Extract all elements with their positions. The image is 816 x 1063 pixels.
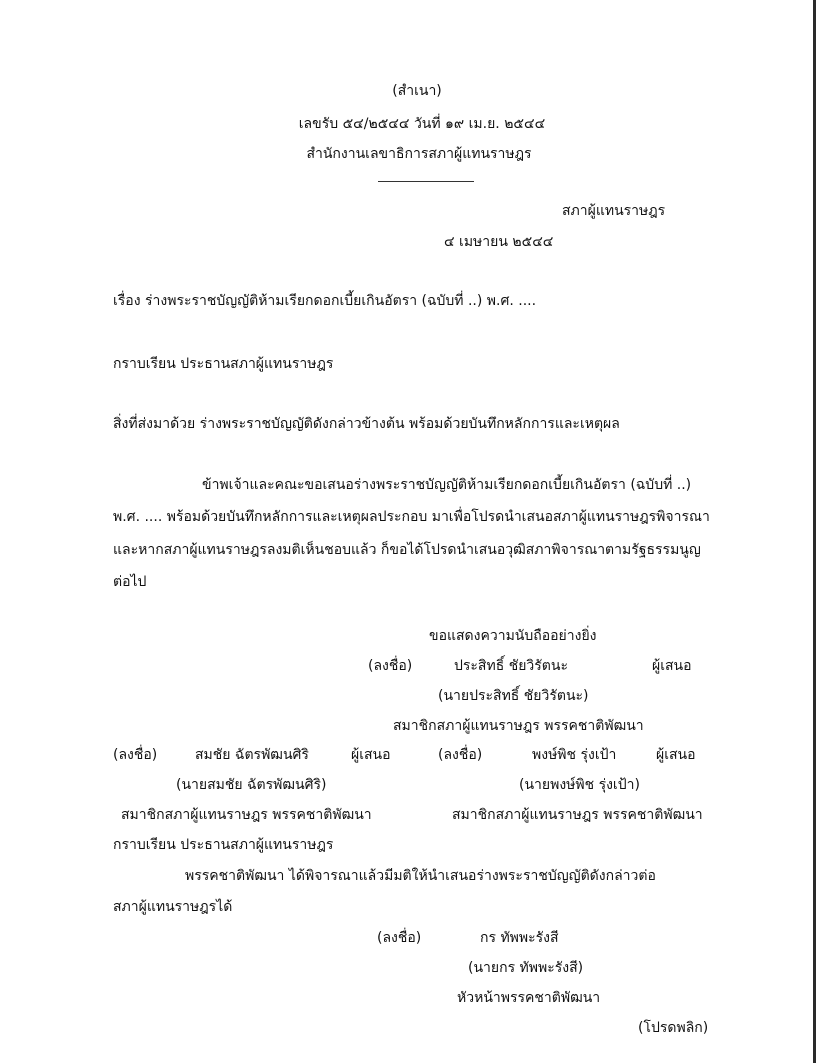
body-line-3: และหากสภาผู้แทนราษฎรลงมติเห็นชอบแล้ว ก็ขอได้โปรดนำเสนอวุฒิสภาพิจารณาตามรัฐธรรมนูญ	[113, 542, 701, 558]
copy-label: (สำเนา)	[392, 83, 442, 99]
left-sign-label: (ลงชื่อ)	[113, 747, 158, 763]
body-line-2: พ.ศ. .... พร้อมด้วยบันทึกหลักการและเหตุผลประกอบ มาเพื่อโปรดนำเสนอสภาผู้แทนราษฎรพิจารณา	[113, 509, 710, 525]
right-sign-label: (ลงชื่อ)	[438, 747, 483, 763]
letter-date: ๔ เมษายน ๒๕๔๔	[444, 234, 554, 250]
main-signature-name: ประสิทธิ์ ชัยวิรัตนะ	[454, 658, 568, 674]
left-full-name: (นายสมชัย ฉัตรพัฒนศิริ)	[176, 777, 327, 793]
right-proposer-role: ผู้เสนอ	[656, 747, 696, 763]
leader-full-name: (นายกร ทัพพะรังสี)	[468, 960, 584, 976]
enclosure-line: สิ่งที่ส่งมาด้วย ร่างพระราชบัญญัติดังกล่าวข้างต้น พร้อมด้วยบันทึกหลักการและเหตุผล	[113, 416, 620, 432]
office-name: สำนักงานเลขาธิการสภาผู้แทนราษฎร	[306, 146, 532, 162]
leader-position: หัวหน้าพรรคชาติพัฒนา	[457, 990, 601, 1006]
endorsement-line-2: สภาผู้แทนราษฎรได้	[113, 899, 233, 915]
turn-over-note: (โปรดพลิก)	[638, 1020, 709, 1036]
right-full-name: (นายพงษ์พิช รุ่งเป้า)	[519, 777, 640, 793]
body-line-4: ต่อไป	[113, 574, 147, 590]
endorsement-line-1: พรรคชาติพัฒนา ได้พิจารณาแล้วมีมติให้นำเสนอร่างพระราชบัญญัติดังกล่าวต่อ	[185, 868, 656, 884]
right-signature-name: พงษ์พิช รุ่งเป้า	[532, 747, 617, 763]
sender-org: สภาผู้แทนราษฎร	[562, 203, 666, 219]
closing: ขอแสดงความนับถืออย่างยิ่ง	[429, 628, 597, 644]
salutation: กราบเรียน ประธานสภาผู้แทนราษฎร	[113, 356, 334, 372]
leader-sign-label: (ลงชื่อ)	[377, 930, 422, 946]
main-full-name: (นายประสิทธิ์ ชัยวิรัตนะ)	[438, 688, 589, 704]
receipt-line: เลขรับ ๕๔/๒๕๔๔ วันที่ ๑๙ เม.ย. ๒๕๔๔	[298, 116, 546, 132]
main-sign-label: (ลงชื่อ)	[368, 658, 413, 674]
left-proposer-role: ผู้เสนอ	[351, 747, 391, 763]
subject-line: เรื่อง ร่างพระราชบัญญัติห้ามเรียกดอกเบี้ยเกินอัตรา (ฉบับที่ ..) พ.ศ. ....	[113, 293, 537, 309]
endorsement-salutation: กราบเรียน ประธานสภาผู้แทนราษฎร	[113, 837, 334, 853]
right-position: สมาชิกสภาผู้แทนราษฎร พรรคชาติพัฒนา	[452, 807, 703, 823]
left-position: สมาชิกสภาผู้แทนราษฎร พรรคชาติพัฒนา	[121, 807, 372, 823]
header-divider	[378, 181, 474, 182]
left-signature-name: สมชัย ฉัตรพัฒนศิริ	[195, 747, 309, 763]
main-position: สมาชิกสภาผู้แทนราษฎร พรรคชาติพัฒนา	[393, 718, 644, 734]
body-line-1: ข้าพเจ้าและคณะขอเสนอร่างพระราชบัญญัติห้ามเรียกดอกเบี้ยเกินอัตรา (ฉบับที่ ..)	[202, 477, 692, 493]
main-proposer-role: ผู้เสนอ	[652, 658, 692, 674]
leader-signature-name: กร ทัพพะรังสี	[480, 930, 559, 946]
